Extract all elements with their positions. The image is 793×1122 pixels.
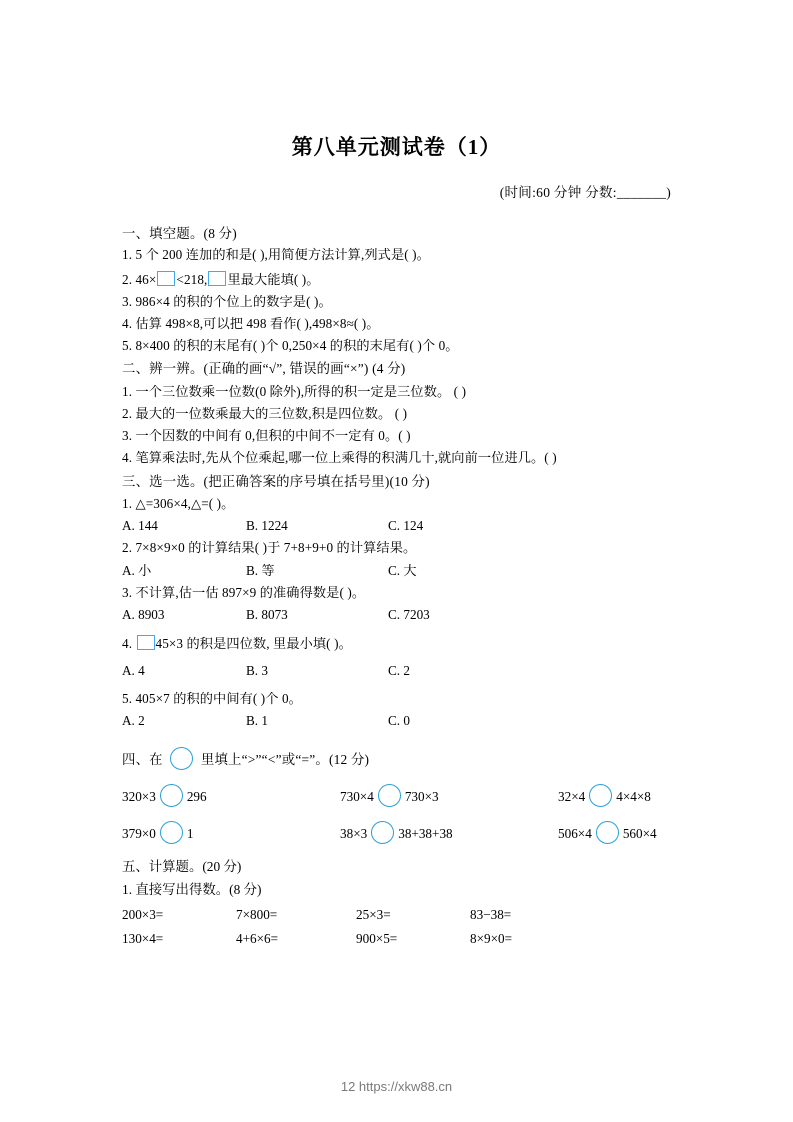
- compare-item: [122, 784, 340, 807]
- compare-item: [558, 784, 776, 807]
- answer-circle-icon[interactable]: [160, 784, 183, 807]
- question-2-2: 2. 最大的一位数乘最大的三位数,积是四位数。 ( ): [122, 406, 408, 422]
- compare-row: [122, 784, 685, 807]
- calc-row: [122, 932, 685, 945]
- question-2-1: 1. 一个三位数乘一位数(0 除外),所得的积一定是三位数。 ( ): [122, 383, 467, 399]
- section-heading-true-false: 二、辨一辨。(正确的画“√”, 错误的画“×”) (4 分): [122, 361, 406, 377]
- choice-b[interactable]: B. 8073: [246, 607, 288, 623]
- question-3-4: [122, 635, 685, 650]
- question-2-3: 3. 一个因数的中间有 0,但积的中间不一定有 0。( ): [122, 428, 411, 444]
- answer-box-icon[interactable]: [137, 635, 155, 650]
- question-3-2: 2. 7×8×9×0 的计算结果( )于 7+8+9+0 的计算结果。: [122, 540, 417, 556]
- choice-b[interactable]: B. 1224: [246, 518, 288, 534]
- calc-expression: 83−38=: [470, 906, 512, 922]
- answer-circle-icon[interactable]: [596, 821, 619, 844]
- question-3-2-choices: [122, 564, 685, 577]
- question-3-1: 1. △=306×4,△=( )。: [122, 496, 235, 512]
- compare-right: 296: [186, 789, 207, 805]
- answer-box-icon[interactable]: [208, 271, 226, 286]
- question-1-1: 1. 5 个 200 连加的和是( ),用简便方法计算,列式是( )。: [122, 247, 430, 263]
- section-heading-fill-in: 一、填空题。(8 分): [122, 226, 237, 241]
- compare-heading-pre: 四、在: [122, 752, 167, 768]
- choice-c[interactable]: C. 大: [388, 562, 417, 578]
- calc-expression: 130×4=: [122, 931, 164, 947]
- page-title: 第八单元测试卷（1）: [291, 135, 502, 159]
- answer-circle-icon[interactable]: [371, 821, 394, 844]
- question-1-2-tail: <218,: [176, 271, 208, 287]
- compare-left: 379×0: [122, 826, 156, 842]
- question-3-4-pre: 4.: [122, 636, 136, 652]
- compare-item: [558, 821, 776, 844]
- answer-circle-icon[interactable]: [589, 784, 612, 807]
- worksheet-content: [0, 201, 793, 945]
- choice-c[interactable]: C. 0: [388, 712, 410, 728]
- question-1-5: 5. 8×400 的积的末尾有( )个 0,250×4 的积的末尾有( )个 0。: [122, 338, 459, 354]
- choice-c[interactable]: C. 124: [388, 518, 424, 534]
- compare-left: 730×4: [340, 789, 374, 805]
- exam-meta: (时间:60 分钟 分数:_______): [499, 185, 671, 200]
- compare-right: 4×4×8: [616, 789, 651, 805]
- compare-right: 560×4: [622, 826, 657, 842]
- compare-heading-post: 里填上“>”“<”或“=”。(12 分): [197, 752, 370, 768]
- answer-circle-icon[interactable]: [378, 784, 401, 807]
- choice-a[interactable]: A. 2: [122, 712, 145, 728]
- compare-item: [340, 821, 558, 844]
- choice-b[interactable]: B. 1: [246, 712, 268, 728]
- choice-a[interactable]: A. 小: [122, 562, 152, 578]
- choice-a[interactable]: A. 144: [122, 518, 158, 534]
- calc-expression: 7×800=: [236, 906, 278, 922]
- question-3-4-choices: [122, 664, 685, 677]
- question-3-3: 3. 不计算,估一估 897×9 的准确得数是( )。: [122, 584, 366, 600]
- calc-row: [122, 908, 685, 921]
- compare-left: 32×4: [558, 789, 586, 805]
- choice-a[interactable]: A. 8903: [122, 607, 165, 623]
- choice-b[interactable]: B. 等: [246, 562, 275, 578]
- question-1-2-end: 里最大能填( )。: [227, 271, 320, 287]
- choice-c[interactable]: C. 2: [388, 663, 410, 679]
- answer-box-icon[interactable]: [157, 271, 175, 286]
- compare-right: 38+38+38: [398, 826, 453, 842]
- question-1-4: 4. 估算 498×8,可以把 498 看作( ),498×8≈( )。: [122, 316, 380, 332]
- compare-left: 320×3: [122, 789, 156, 805]
- section-heading-calculation: 五、计算题。(20 分): [122, 859, 242, 875]
- question-2-4: 4. 笔算乘法时,先从个位乘起,哪一位上乘得的积满几十,就向前一位进几。( ): [122, 450, 557, 466]
- calc-expression: 8×9×0=: [470, 931, 513, 947]
- question-3-3-choices: [122, 608, 685, 621]
- answer-circle-icon[interactable]: [160, 821, 183, 844]
- subsection-heading-direct-answer: 1. 直接写出得数。(8 分): [122, 882, 262, 898]
- question-1-2-head: 2. 46×: [122, 271, 157, 287]
- question-3-4-post: 45×3 的积是四位数, 里最小填( )。: [155, 636, 352, 652]
- section-heading-compare: [122, 747, 685, 770]
- calc-expression: 200×3=: [122, 906, 164, 922]
- compare-left: 506×4: [558, 826, 592, 842]
- compare-item: [122, 821, 340, 844]
- calc-expression: 900×5=: [356, 931, 398, 947]
- compare-row: [122, 821, 685, 844]
- choice-c[interactable]: C. 7203: [388, 607, 430, 623]
- calc-expression: 25×3=: [356, 906, 391, 922]
- question-1-3: 3. 986×4 的积的个位上的数字是( )。: [122, 293, 332, 309]
- compare-right: 1: [186, 826, 194, 842]
- choice-b[interactable]: B. 3: [246, 663, 268, 679]
- choice-a[interactable]: A. 4: [122, 663, 145, 679]
- calc-expression: 4+6×6=: [236, 931, 279, 947]
- question-3-5-choices: [122, 714, 685, 727]
- page-footer: 12 https://xkw88.cn: [340, 1079, 453, 1094]
- answer-circle-icon[interactable]: [170, 747, 193, 770]
- compare-item: [340, 784, 558, 807]
- compare-left: 38×3: [340, 826, 368, 842]
- question-3-5: 5. 405×7 的积的中间有( )个 0。: [122, 690, 302, 706]
- question-3-1-choices: [122, 519, 685, 532]
- compare-right: 730×3: [404, 789, 439, 805]
- question-1-2: [122, 271, 685, 286]
- section-heading-multiple-choice: 三、选一选。(把正确答案的序号填在括号里)(10 分): [122, 473, 430, 489]
